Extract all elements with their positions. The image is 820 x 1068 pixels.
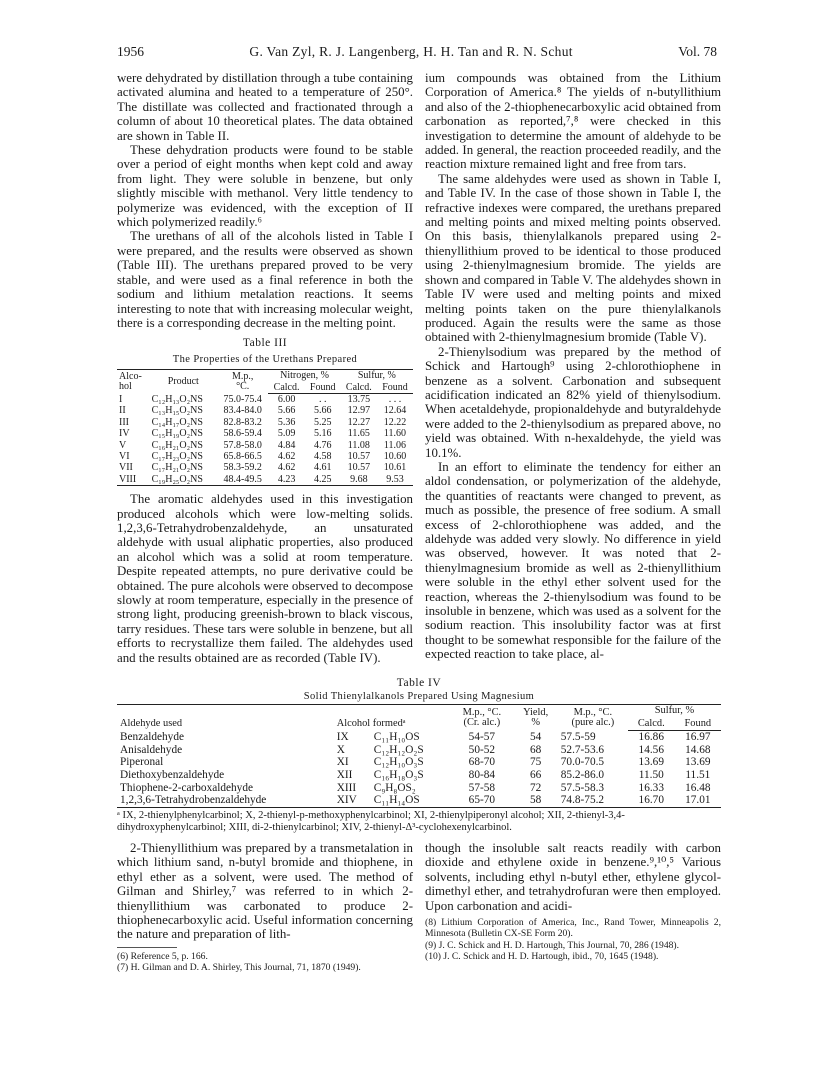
- footnote: (6) Reference 5, p. 166.: [117, 950, 208, 962]
- table-cell: 4.76: [313, 439, 332, 451]
- table-header: M.p., °C.: [217, 370, 269, 394]
- table-4-title: Solid Thienylalkanols Prepared Using Magnesium: [303, 691, 535, 702]
- table-cell: 10.60: [383, 450, 407, 462]
- table-header: Product: [150, 370, 217, 394]
- paragraph: The urethans of all of the alcohols listed in Table I were prepared, and the results were observed as shown (Table III). The urethans prepared proved to be very stable, and were used as a final reference in both the sodium and lithium metalation reactions. It seems interesting to note that with increasing molecular weight, there is a corresponding decrease in the melting point.: [117, 229, 413, 330]
- footnote: (9) J. C. Schick and H. D. Hartough, This Journal, 70, 286 (1948).: [425, 939, 680, 951]
- table-cell: 10.57: [347, 462, 371, 474]
- table-cell: 11.60: [383, 428, 407, 440]
- table-cell: XIII: [336, 781, 357, 794]
- table-cell: 5.09: [277, 428, 296, 440]
- table-cell: 11.08: [347, 439, 370, 451]
- table-cell: C₁₆H₁₈O₃S: [373, 768, 424, 781]
- table-header: Alco- hol: [117, 370, 150, 394]
- table-header: Nitrogen, %: [268, 370, 340, 382]
- table-cell: 1,2,3,6-Tetrahydrobenzaldehyde: [117, 794, 334, 807]
- table-header: Yield, %: [514, 705, 558, 731]
- paragraph: 2-Thienyllithium was prepared by a transmetalation in which lithium sand, n-butyl bromide and thiophene, in ethyl ether as a solvent, were used. The method of Gilman and Shirley,⁷ was referred to in which 2-thienyllithium was carbonated to produce 2-thiophenecarboxylic acid. Useful information concerning the nature and preparation of lith-: [117, 841, 413, 942]
- table-cell: 57.8-58.0: [223, 439, 262, 451]
- table-cell: 4.58: [313, 450, 332, 462]
- table-cell: 4.61: [313, 462, 332, 474]
- table-cell: C₁₁H₁₄OS: [371, 794, 450, 807]
- table-cell: 16.97: [685, 731, 711, 744]
- table-header: Calcd.: [268, 382, 304, 394]
- volume-label: Vol. 78: [678, 44, 717, 59]
- table-cell: 68-70: [468, 756, 496, 769]
- table-header: M.p., °C. (pure alc.): [558, 705, 628, 731]
- table-row: [117, 393, 413, 405]
- table-cell: C₁₅H₁₉O₂NS: [151, 428, 203, 440]
- table-cell: 10.57: [347, 450, 371, 462]
- table-cell: XII: [336, 768, 353, 781]
- table-cell: 16.86: [638, 731, 664, 744]
- table-cell: 57.5-59: [560, 730, 596, 743]
- table-cell: I: [119, 393, 123, 405]
- footnote: (8) Lithium Corporation of America, Inc., Rand Tower, Minneapolis 2, Minnesota (Bulletin CX-SE Form 20).: [425, 917, 721, 940]
- table-cell: 5.66: [313, 405, 332, 417]
- table-cell: 65-70: [450, 794, 513, 807]
- table-row: [117, 794, 721, 807]
- table-cell: 66: [529, 768, 542, 781]
- table-row: [117, 417, 413, 428]
- paragraph: ium compounds was obtained from the Lithium Corporation of America.⁸ The yields of n-butyllithium and also of the 2-thiophenecarboxylic acid obtained from carbonation as reported,⁷,⁸ were checked in this investigation to determine the amount of aldehyde to be added. In general, the reaction proceeded readily, and the reaction mixture remained light and free from tars.: [425, 71, 721, 172]
- paragraph: The aromatic aldehydes used in this investigation produced alcohols which were low-melting solids. 1,2,3,6-Tetrahydrobenzaldehyde, an unsaturated aldehyde with usual aliphatic properties, also produced an alcohol which was a solid at room temperature. Despite repeated attempts, no pure derivative could be obtained. The pure alcohols were observed to decompose slowly at room temperature, especially in the presence of strong light, producing greenish-brown to black viscous, tarry residues. These tars were soluble in benzene, but all efforts to recrystallize them failed. The aldehydes used and the results obtained are as recorded (Table IV).: [117, 492, 413, 665]
- table-cell: IV: [119, 428, 130, 440]
- table-header: Alcohol formedᵃ: [334, 705, 451, 731]
- table-cell: 16.70: [628, 794, 675, 807]
- footnote: (10) J. C. Schick and H. D. Hartough, ibid., 70, 1645 (1948).: [425, 951, 659, 963]
- table-cell: . . .: [388, 393, 402, 405]
- table-header: Calcd.: [341, 382, 377, 394]
- table-cell: 4.62: [277, 450, 296, 462]
- table-cell: Piperonal: [120, 756, 164, 769]
- table-row: [117, 769, 721, 782]
- table-cell: 85.2-86.0: [560, 768, 605, 781]
- table-header: Sulfur, %: [628, 705, 721, 718]
- table-cell: 5.66: [277, 405, 296, 417]
- left-column-top: [117, 71, 413, 665]
- table-cell: C₁₂H₁₃O₂NS: [151, 393, 203, 405]
- table-cell: VIII: [117, 474, 150, 486]
- table-cell: . .: [318, 393, 327, 405]
- table-cell: X: [336, 743, 345, 756]
- table-cell: 74.8-75.2: [558, 794, 628, 807]
- table-cell: IX: [336, 730, 349, 743]
- table-cell: C₁₇H₂₃O₂NS: [151, 450, 203, 462]
- footnote: (7) H. Gilman and D. A. Shirley, This Journal, 71, 1870 (1949).: [117, 962, 361, 974]
- table-cell: 54: [529, 730, 542, 743]
- table-cell: 75: [529, 756, 542, 769]
- table-3-body: [117, 393, 413, 485]
- table-cell: 80-84: [468, 768, 496, 781]
- table-cell: Anisaldehyde: [120, 743, 183, 756]
- table-cell: C₁₇H₂₁O₂NS: [151, 462, 203, 474]
- table-header: Calcd.: [628, 718, 675, 731]
- table-row: [117, 782, 721, 795]
- table-cell: 14.56: [638, 743, 664, 756]
- table-header: Aldehyde used: [117, 705, 334, 731]
- table-cell: 12.27: [347, 416, 371, 428]
- table-cell: 52.7-53.6: [560, 743, 605, 756]
- table-4-footnote: ᵃ IX, 2-thienylphenylcarbinol; X, 2-thienyl-p-methoxyphenylcarbinol; XI, 2-thienylpiperonyl alcohol; XII, 2-thienyl-3,4-dihydroxyphenylcarbinol; XIII, di-2-thienylcarbinol; XIV, 2-thienyl-Δ³-cyclohexenylcarbinol.: [117, 809, 625, 834]
- table-header: Found: [377, 382, 413, 394]
- table-row: [117, 731, 721, 744]
- table-header: Sulfur, %: [341, 370, 413, 382]
- right-column-bottom: [425, 841, 721, 963]
- table-cell: 4.23: [268, 474, 304, 486]
- table-cell: Benzaldehyde: [120, 730, 184, 743]
- table-cell: 12.97: [347, 405, 371, 417]
- table-cell: Thiophene-2-carboxaldehyde: [120, 781, 253, 794]
- table-cell: 48.4-49.5: [217, 474, 269, 486]
- table-cell: 5.25: [313, 416, 332, 428]
- table-cell: 13.75: [347, 393, 371, 405]
- table-cell: 57.5-58.3: [560, 781, 605, 794]
- table-cell: 57-58: [468, 781, 496, 794]
- table-header: M.p., °C. (Cr. alc.): [450, 705, 513, 731]
- right-column-top: [425, 71, 721, 662]
- table-cell: C₁₁H₁₀OS: [373, 730, 420, 743]
- table-cell: 4.84: [277, 439, 296, 451]
- table-cell: C₁₂H₁₀O₃S: [373, 756, 424, 769]
- table-cell: XIV: [334, 794, 371, 807]
- table-cell: 12.64: [383, 405, 407, 417]
- page-number: 1956: [117, 44, 144, 59]
- table-row: [117, 744, 721, 757]
- table-3-caption: Table III: [242, 337, 288, 350]
- table-row: [117, 451, 413, 462]
- table-row: [117, 428, 413, 439]
- table-header: Found: [675, 718, 721, 731]
- paragraph: These dehydration products were found to be stable over a period of eight months when kept cold and away from light. They were soluble in benzene, but only slightly miscible with methanol. Very little tendency to polymerize was evidenced, with the exception of II which polymerized readily.⁶: [117, 143, 413, 230]
- table-cell: XI: [336, 756, 349, 769]
- table-cell: III: [119, 416, 129, 428]
- table-cell: 68: [529, 743, 542, 756]
- running-title-authors: G. Van Zyl, R. J. Langenberg, H. H. Tan and R. N. Schut: [249, 44, 573, 59]
- table-row: [117, 440, 413, 451]
- table-cell: C₉H₈OS₂: [373, 781, 416, 794]
- table-cell: 70.0-70.5: [560, 756, 605, 769]
- table-cell: 9.68: [341, 474, 377, 486]
- table-3: [117, 369, 413, 486]
- table-cell: 6.00: [277, 393, 296, 405]
- table-4: [117, 704, 721, 808]
- table-cell: Diethoxybenzaldehyde: [120, 768, 225, 781]
- table-cell: 4.25: [305, 474, 341, 486]
- table-cell: 75.0-75.4: [223, 393, 262, 405]
- left-column-bottom: [117, 841, 413, 974]
- table-cell: 9.53: [377, 474, 413, 486]
- paragraph: were dehydrated by distillation through a tube containing activated alumina and heated to a temperature of 250°. The distillate was collected and fractionated through a column of about 10 theoretical plates. The data obtained are shown in Table II.: [117, 71, 413, 143]
- table-cell: 11.06: [383, 439, 407, 451]
- table-row: [117, 462, 413, 473]
- table-cell: VII: [119, 462, 133, 474]
- table-cell: 58: [514, 794, 558, 807]
- table-cell: 17.01: [675, 794, 721, 807]
- table-cell: C₁₂H₁₂O₂S: [373, 743, 424, 756]
- table-cell: C₁₆H₂₁O₂NS: [151, 439, 203, 451]
- table-4-block: [117, 677, 721, 835]
- table-row: [117, 756, 721, 769]
- table-cell: II: [119, 405, 126, 417]
- table-cell: 10.61: [383, 462, 407, 474]
- table-cell: 11.65: [347, 428, 370, 440]
- table-cell: 16.48: [685, 781, 711, 794]
- table-cell: 5.36: [277, 416, 296, 428]
- table-cell: 13.69: [685, 756, 711, 769]
- table-cell: 4.62: [277, 462, 296, 474]
- table-row: [117, 405, 413, 416]
- table-cell: 50-52: [468, 743, 496, 756]
- table-cell: 54-57: [468, 730, 496, 743]
- table-header: Found: [305, 382, 341, 394]
- table-4-body: [117, 731, 721, 808]
- table-3-title: The Properties of the Urethans Prepared: [172, 353, 358, 365]
- paragraph: The same aldehydes were used as shown in Table I, and Table IV. In the case of those shown in Table I, the refractive indexes were compared, the urethans prepared and melting points and mixed melting points observed. On this basis, thienylalkanols prepared using 2-thienyllithium proved to be identical to those produced using 2-thienylmagnesium bromide. The yields are shown and compared in Table V. The aldehydes shown in Table IV were used and melting points and mixed melting points taken on the pure thienylalkanols produced. Again the results were the same as those obtained with 2-thienylmagnesium bromide (Table V).: [425, 171, 722, 345]
- table-cell: 82.8-83.2: [223, 416, 262, 428]
- table-cell: C₁₄H₁₇O₂NS: [151, 416, 203, 428]
- table-cell: 65.8-66.5: [223, 450, 262, 462]
- paragraph: though the insoluble salt reacts readily with carbon dioxide and ethylene oxide in benzene.⁹,¹⁰,⁵ Various solvents, including ethyl n-butyl ether, ethylene glycol-dimethyl ether, and tetrahydrofuran were then employed. Upon carbonation and acidi-: [425, 841, 721, 913]
- table-cell: 11.50: [638, 768, 664, 781]
- table-cell: 12.22: [383, 416, 407, 428]
- table-4-caption: Table IV: [396, 677, 442, 689]
- table-cell: 11.51: [685, 768, 711, 781]
- table-cell: 16.33: [638, 781, 664, 794]
- table-cell: V: [119, 439, 127, 451]
- table-cell: 72: [529, 781, 542, 794]
- table-cell: VI: [119, 450, 130, 462]
- table-cell: C₁₉H₂₅O₂NS: [150, 474, 217, 486]
- table-cell: 58.6-59.4: [223, 428, 262, 440]
- table-cell: 5.16: [313, 428, 332, 440]
- table-cell: 83.4-84.0: [223, 405, 262, 417]
- table-cell: 58.3-59.2: [223, 462, 262, 474]
- table-cell: 14.68: [685, 743, 711, 756]
- table-cell: 13.69: [638, 756, 664, 769]
- paragraph: 2-Thienylsodium was prepared by the method of Schick and Hartough⁹ using 2-chlorothiophene in benzene as a solvent. Carbonation and subsequent acidification indicated an 82% yield of thienylsodium. When acetaldehyde, propionaldehyde and butyraldehyde were added to the 2-thienylsodium as prepared above, no yield was obtained. With n-hexaldehyde, the yield was 10.1%.: [425, 344, 721, 460]
- table-row: [117, 474, 413, 486]
- footnote-rule: [117, 947, 177, 948]
- table-cell: C₁₃H₁₅O₂NS: [151, 405, 203, 417]
- paragraph: In an effort to eliminate the tendency for either an aldol condensation, or polymerization of the aldehyde, the quantities of reactants were changed to prevent, as much as possible, the presence of free sodium. A small excess of 2-chlorothiophene was added, and the aldehyde was added very slowly. No difference in yield was observed, however. It was noted that 2-thienylmagnesium bromide as well as 2-thienyllithium were soluble in the ethyl ether solvent used for the reaction, whereas the 2-thienylsodium was found to be insoluble in benzene, which was used as a solvent for the sodium reaction. This insolubility factor was at first thought to be somewhat responsible for the failure of the expected reaction to take place, al-: [425, 459, 721, 662]
- running-header: [117, 44, 717, 60]
